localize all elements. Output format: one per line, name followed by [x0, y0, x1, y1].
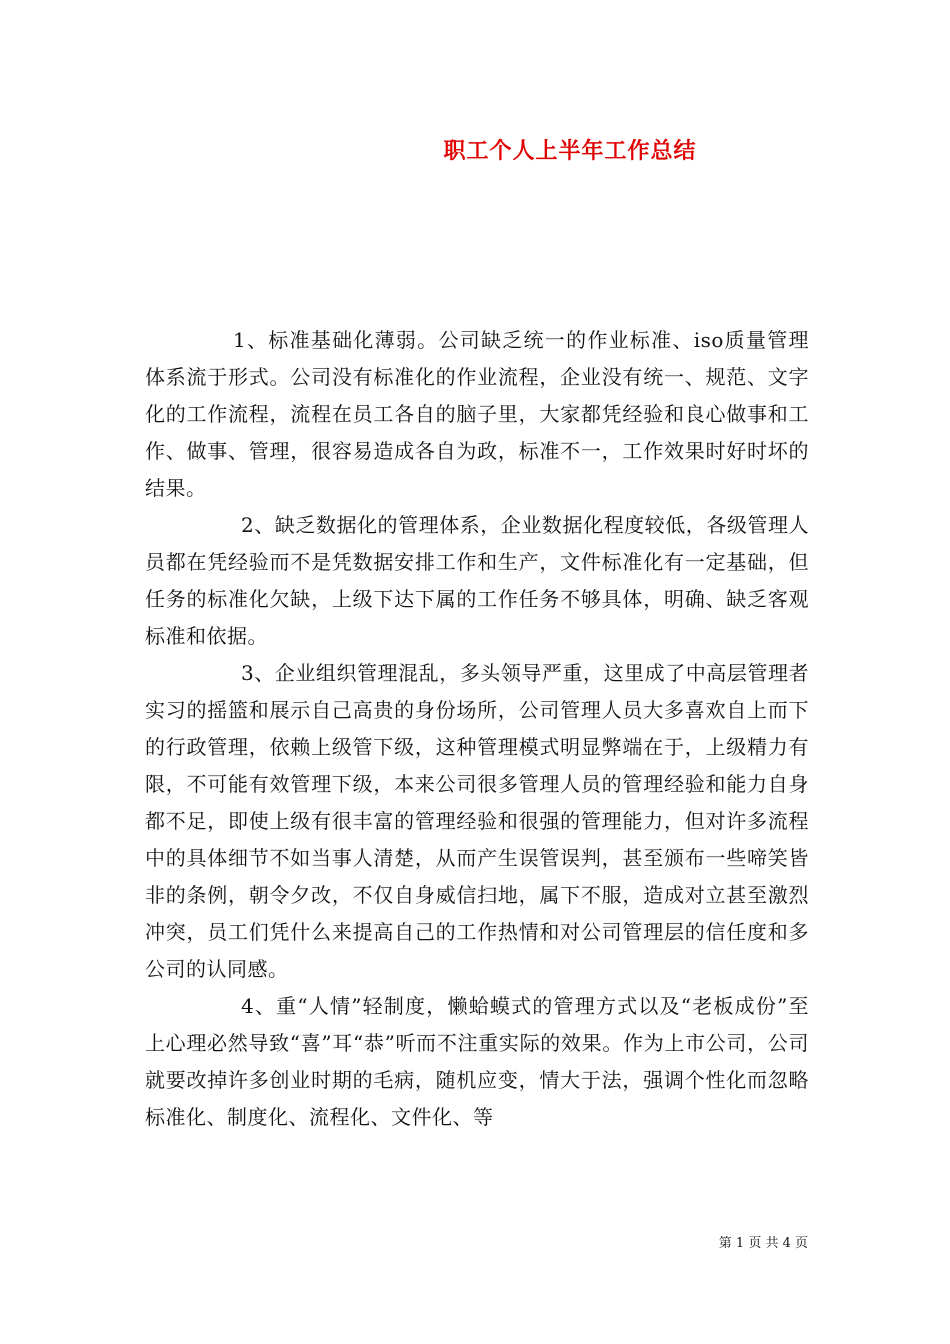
document-body [145, 322, 809, 1136]
document-title: 职工个人上半年工作总结 [443, 138, 697, 164]
paragraph-1: 1、标准基础化薄弱。公司缺乏统一的作业标准、iso质量管理体系流于形式。公司没有标准化的作业流程，企业没有统一、规范、文字化的工作流程，流程在员工各自的脑子里，大家都凭经验和良心做事和工作、做事、管理，很容易造成各自为政，标准不一，工作效果时好时坏的结果。 [145, 328, 809, 500]
paragraph-3: 3、企业组织管理混乱，多头领导严重，这里成了中高层管理者实习的摇篮和展示自己高贵的身份场所，公司管理人员大多喜欢自上而下的行政管理，依赖上级管下级，这种管理模式明显弊端在于，上级精力有限，不可能有效管理下级，本来公司很多管理人员的管理经验和能力自身都不足，即使上级有很丰富的管理经验和很强的管理能力，但对许多流程中的具体细节不如当事人清楚，从而产生误管误判，甚至颁布一些啼笑皆非的条例，朝令夕改，不仅自身威信扫地，属下不服，造成对立甚至激烈冲突，员工们凭什么来提高自己的工作热情和对公司管理层的信任度和多公司的认同感。 [145, 661, 809, 981]
paragraph-4: 4、重“人情”轻制度，懒蛤蟆式的管理方式以及“老板成份”至上心理必然导致“喜”耳“恭”听而不注重实际的效果。作为上市公司，公司就要改掉许多创业时期的毛病，随机应变，情大于法，强调个性化而忽略标准化、制度化、流程化、文件化、等 [145, 994, 809, 1129]
paragraph-2: 2、缺乏数据化的管理体系，企业数据化程度较低，各级管理人员都在凭经验而不是凭数据安排工作和生产，文件标准化有一定基础，但任务的标准化欠缺，上级下达下属的工作任务不够具体，明确、缺乏客观标准和依据。 [145, 513, 809, 648]
page-number-footer: 第 1 页 共 4 页 [718, 1236, 808, 1251]
